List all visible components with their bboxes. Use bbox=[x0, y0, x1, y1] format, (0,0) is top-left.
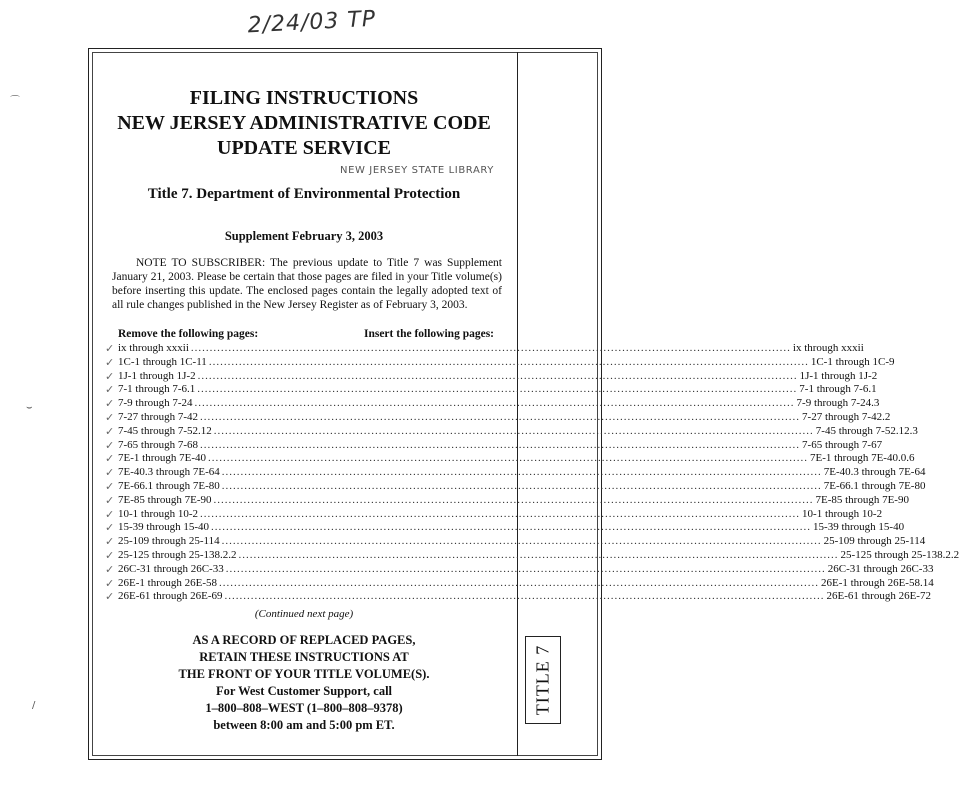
insert-pages-cell: 15-39 through 15-40 bbox=[813, 521, 905, 534]
insert-pages-cell: 1C-1 through 1C-9 bbox=[810, 355, 895, 368]
remove-pages-cell: 7-9 through 7-24 bbox=[118, 397, 193, 410]
heading-line: UPDATE SERVICE bbox=[217, 137, 391, 159]
insert-pages-cell: 10-1 through 10-2 bbox=[802, 507, 883, 520]
subscriber-note-text: NOTE TO SUBSCRIBER: The previous update to Title 7 was Supplement January 21, 2003. Please be certain that those pages are filed in your Title volume(s) before inserting this update. The enclosed pages contain the legally adopted text of all rule changes published in the New Jersey Register as of February 3, 2003. bbox=[112, 257, 502, 311]
dot-leader: ................................................................................................................................................................ bbox=[221, 479, 822, 492]
checkmark-icon: ✓ bbox=[105, 369, 115, 383]
table-row bbox=[105, 452, 915, 466]
insert-pages-cell: 26C-31 through 26C-33 bbox=[827, 562, 934, 575]
heading-line: NEW JERSEY ADMINISTRATIVE CODE bbox=[117, 112, 491, 134]
checkmark-icon: ✓ bbox=[105, 410, 115, 424]
margin-mark-icon: ⌒ bbox=[10, 96, 20, 107]
remove-pages-cell: 25-125 through 25-138.2.2 bbox=[118, 548, 237, 561]
remove-pages-cell: 26C-31 through 26C-33 bbox=[118, 562, 224, 575]
continued-note: (Continued next page) bbox=[254, 608, 354, 621]
checkmark-icon: ✓ bbox=[105, 383, 115, 397]
table-row bbox=[105, 342, 864, 356]
insert-pages-cell: 7-45 through 7-52.12.3 bbox=[815, 424, 918, 437]
table-row bbox=[105, 507, 883, 522]
table-row bbox=[105, 535, 926, 549]
insert-pages-cell: 7-27 through 7-42.2 bbox=[802, 410, 891, 423]
checkmark-icon: ✓ bbox=[105, 548, 115, 562]
remove-pages-cell: 7E-85 through 7E-90 bbox=[118, 493, 212, 506]
remove-pages-cell: 7E-66.1 through 7E-80 bbox=[118, 479, 220, 492]
checkmark-icon: ✓ bbox=[105, 562, 115, 576]
library-stamp: NEW JERSEY STATE LIBRARY bbox=[340, 165, 494, 176]
checkmark-icon: ✓ bbox=[105, 535, 115, 549]
checkmark-icon: ✓ bbox=[105, 342, 115, 355]
dot-leader: ................................................................................................................................................................ bbox=[211, 521, 812, 534]
dot-leader: ................................................................................................................................................................ bbox=[197, 383, 798, 396]
remove-column-header: Remove the following pages: bbox=[118, 328, 259, 340]
column-headers bbox=[118, 328, 494, 340]
table-row bbox=[105, 383, 877, 397]
remove-pages-cell: ix through xxxii bbox=[118, 342, 189, 354]
checkmark-icon: ✓ bbox=[105, 466, 115, 480]
table-row bbox=[105, 397, 880, 411]
remove-pages-cell: 26E-61 through 26E-69 bbox=[118, 590, 223, 603]
dot-leader: ................................................................................................................................................................ bbox=[200, 438, 801, 451]
checkmark-icon: ✓ bbox=[105, 452, 115, 466]
table-row bbox=[105, 521, 905, 535]
margin-mark-icon: ⌣ bbox=[26, 402, 33, 413]
insert-pages-cell: 25-125 through 25-138.2.2 bbox=[840, 548, 959, 561]
handwritten-annotation: 2/24/03 TP bbox=[247, 6, 377, 39]
margin-mark-icon: / bbox=[32, 700, 36, 711]
insert-pages-cell: 7E-40.3 through 7E-64 bbox=[823, 466, 926, 479]
table-row bbox=[105, 438, 883, 453]
remove-pages-cell: 25-109 through 25-114 bbox=[118, 535, 220, 548]
table-row bbox=[105, 548, 959, 563]
insert-pages-cell: 25-109 through 25-114 bbox=[823, 535, 926, 548]
remove-pages-cell: 7E-1 through 7E-40 bbox=[118, 452, 206, 465]
table-row bbox=[105, 410, 891, 425]
insert-pages-cell: 7E-1 through 7E-40.0.6 bbox=[809, 452, 915, 465]
heading-line: FILING INSTRUCTIONS bbox=[189, 87, 419, 109]
support-hours: between 8:00 am and 5:00 pm ET. bbox=[213, 718, 395, 732]
remove-pages-cell: 10-1 through 10-2 bbox=[118, 507, 199, 520]
record-line: AS A RECORD OF REPLACED PAGES, bbox=[192, 633, 416, 647]
dot-leader: ................................................................................................................................................................ bbox=[213, 424, 814, 437]
insert-pages-cell: 7-9 through 7-24.3 bbox=[796, 397, 880, 410]
dot-leader: ................................................................................................................................................................ bbox=[238, 548, 839, 561]
dot-leader: ................................................................................................................................................................ bbox=[225, 562, 826, 575]
dot-leader: ................................................................................................................................................................ bbox=[200, 410, 801, 423]
dot-leader: ................................................................................................................................................................ bbox=[207, 452, 808, 465]
insert-pages-cell: 7E-66.1 through 7E-80 bbox=[823, 479, 926, 492]
table-row bbox=[105, 479, 926, 494]
document-body bbox=[104, 86, 959, 621]
page-list bbox=[105, 342, 959, 604]
dot-leader: ................................................................................................................................................................ bbox=[224, 590, 825, 603]
table-row bbox=[105, 493, 909, 508]
insert-pages-cell: 7-1 through 7-6.1 bbox=[799, 383, 877, 396]
remove-pages-cell: 7E-40.3 through 7E-64 bbox=[118, 466, 220, 479]
remove-pages-cell: 26E-1 through 26E-58 bbox=[118, 576, 217, 589]
dot-leader: ................................................................................................................................................................ bbox=[200, 507, 801, 520]
support-phone: 1–800–808–WEST (1–800–808–9378) bbox=[205, 701, 403, 715]
dot-leader: ................................................................................................................................................................ bbox=[213, 493, 814, 506]
insert-column-header: Insert the following pages: bbox=[363, 328, 494, 340]
supplement-date: Supplement February 3, 2003 bbox=[224, 229, 384, 243]
dot-leader: ................................................................................................................................................................ bbox=[221, 535, 822, 548]
support-line: For West Customer Support, call bbox=[215, 684, 393, 698]
insert-pages-cell: 7E-85 through 7E-90 bbox=[815, 493, 909, 506]
dot-leader: ................................................................................................................................................................ bbox=[190, 342, 791, 354]
checkmark-icon: ✓ bbox=[105, 424, 115, 438]
insert-pages-cell: 7-65 through 7-67 bbox=[802, 438, 883, 451]
remove-pages-cell: 15-39 through 15-40 bbox=[118, 521, 210, 534]
table-row bbox=[105, 576, 934, 591]
title-tab-label: TITLE 7 bbox=[532, 644, 553, 716]
checkmark-icon: ✓ bbox=[105, 397, 115, 411]
checkmark-icon: ✓ bbox=[105, 590, 115, 604]
checkmark-icon: ✓ bbox=[105, 438, 115, 452]
dot-leader: ................................................................................................................................................................ bbox=[194, 397, 795, 410]
checkmark-icon: ✓ bbox=[105, 521, 115, 535]
subscriber-note bbox=[112, 256, 502, 312]
remove-pages-cell: 7-45 through 7-52.12 bbox=[118, 424, 212, 437]
remove-pages-cell: 7-27 through 7-42 bbox=[118, 410, 199, 423]
dot-leader: ................................................................................................................................................................ bbox=[197, 369, 798, 382]
checkmark-icon: ✓ bbox=[105, 507, 115, 521]
checkmark-icon: ✓ bbox=[105, 576, 115, 590]
checkmark-icon: ✓ bbox=[105, 479, 115, 493]
remove-pages-cell: 1J-1 through 1J-2 bbox=[118, 369, 196, 382]
dot-leader: ................................................................................................................................................................ bbox=[208, 355, 809, 368]
remove-pages-cell: 7-65 through 7-68 bbox=[118, 438, 199, 451]
remove-pages-cell: 1C-1 through 1C-11 bbox=[118, 355, 207, 368]
checkmark-icon: ✓ bbox=[105, 355, 115, 369]
record-line: THE FRONT OF YOUR TITLE VOLUME(S). bbox=[178, 667, 430, 681]
title-subtitle: Title 7. Department of Environmental Protection bbox=[147, 186, 461, 202]
table-row bbox=[105, 369, 878, 384]
insert-pages-cell: 26E-1 through 26E-58.14 bbox=[820, 576, 934, 589]
insert-pages-cell: 1J-1 through 1J-2 bbox=[799, 369, 878, 382]
insert-pages-cell: 26E-61 through 26E-72 bbox=[826, 590, 931, 603]
record-notice bbox=[104, 632, 504, 734]
table-row bbox=[105, 424, 918, 439]
table-row bbox=[105, 562, 934, 577]
dot-leader: ................................................................................................................................................................ bbox=[221, 466, 822, 479]
checkmark-icon: ✓ bbox=[105, 493, 115, 507]
insert-pages-cell: ix through xxxii bbox=[792, 342, 864, 354]
record-line: RETAIN THESE INSTRUCTIONS AT bbox=[199, 650, 409, 664]
table-row bbox=[105, 590, 931, 604]
remove-pages-cell: 7-1 through 7-6.1 bbox=[118, 383, 196, 396]
table-row bbox=[105, 466, 926, 480]
table-row bbox=[105, 355, 895, 370]
dot-leader: ................................................................................................................................................................ bbox=[218, 576, 819, 589]
